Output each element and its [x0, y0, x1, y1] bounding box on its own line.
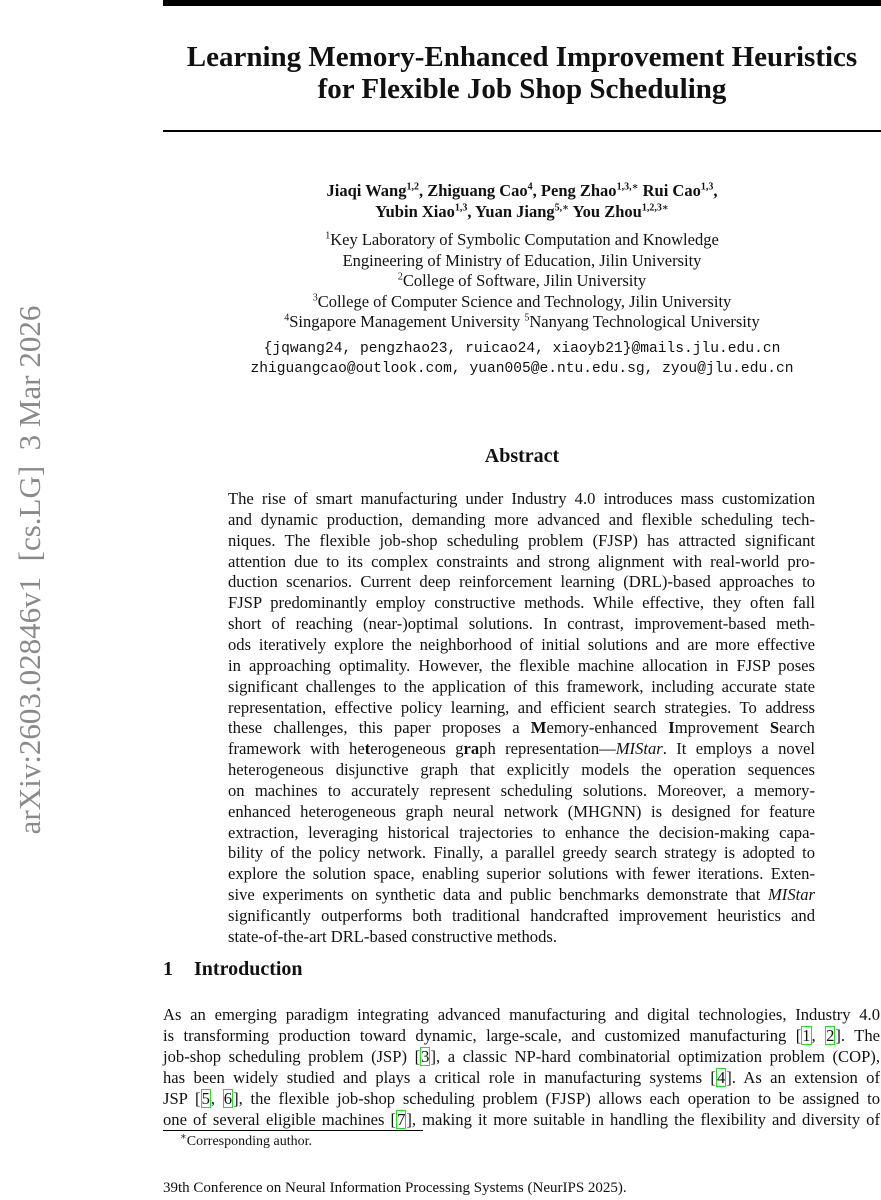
text-segment: heterogeneous disjunctive graph that explicitly models the operation sequences: [228, 760, 815, 780]
abstract-line: [228, 593, 815, 613]
text-segment: MIStar: [615, 739, 663, 759]
text-segment: has been widely studied and plays a critical role in manufacturing systems [: [163, 1068, 716, 1087]
text-segment: M: [530, 718, 547, 738]
text-segment: significant challenges to the application of this framework, including accurate state: [228, 676, 815, 696]
text-segment: earch: [779, 718, 815, 738]
text-segment: Rui Cao: [638, 181, 701, 200]
text-segment: emory-enhanced: [546, 718, 669, 738]
abstract-line: [228, 614, 815, 634]
text-segment: Engineering of Ministry of Education, Jilin University: [342, 250, 702, 270]
intro-line: [163, 1110, 880, 1130]
text-segment: job-shop scheduling problem (JSP) [: [163, 1047, 421, 1066]
citation-link[interactable]: 5: [201, 1089, 210, 1108]
text-segment: on machines to accurately represent scheduling solutions. Moreover, a memory-: [228, 780, 815, 800]
text-segment: ra: [463, 739, 480, 759]
citation-link[interactable]: 2: [826, 1026, 835, 1045]
abstract-line: [228, 739, 815, 759]
section-number: 1: [163, 958, 173, 980]
citation-link[interactable]: 6: [223, 1089, 233, 1108]
text-segment: Key Laboratory of Symbolic Computation and Knowledge: [330, 230, 719, 249]
text-segment: is transforming production toward dynamic, large-scale, and customized manufacturing [: [163, 1026, 802, 1045]
text-segment: state-of-the-art DRL-based constructive methods.: [228, 926, 557, 946]
abstract-line: [228, 823, 815, 843]
text-segment: framework with he: [228, 739, 365, 759]
text-segment: ,: [811, 1026, 826, 1045]
email-list: [150, 340, 881, 379]
text-segment: I: [668, 718, 675, 738]
text-segment: JSP [: [163, 1089, 201, 1108]
text-segment: Nanyang Technological University: [529, 312, 760, 331]
superscript: 2: [397, 271, 403, 283]
superscript: 1,2,3∗: [641, 202, 669, 214]
abstract-line: [228, 489, 815, 509]
text-segment: Yubin Xiao: [375, 202, 455, 221]
text-segment: ]. As an extension of: [726, 1068, 880, 1087]
superscript: 5: [524, 312, 530, 324]
abstract-line: [228, 927, 815, 947]
title-rule: [163, 130, 881, 132]
text-segment: mprovement: [674, 718, 770, 738]
text-segment: erogeneous g: [370, 739, 464, 759]
abstract-line: [228, 698, 815, 718]
text-segment: Singapore Management University: [289, 312, 525, 331]
text-segment: extraction, leveraging historical trajectories to enhance the decision-making capa-: [228, 822, 815, 842]
affiliations-line: [150, 312, 881, 333]
affiliations-line: [150, 251, 881, 272]
text-segment: ph representation—: [479, 739, 616, 759]
text-segment: The rise of smart manufacturing under Industry 4.0 introduces mass customization: [228, 489, 815, 508]
abstract-line: [228, 760, 815, 780]
text-segment: duction scenarios. Current deep reinforcement learning (DRL)-based approaches to: [228, 572, 815, 592]
paper-title-line-1: Learning Memory-Enhanced Improvement Heuristics: [186, 41, 858, 73]
email-line: zhiguangcao@outlook.com, yuan005@e.ntu.edu.sg, zyou@jlu.edu.cn: [250, 360, 794, 377]
text-segment: ,: [713, 181, 718, 200]
text-segment: sive experiments on synthetic data and public benchmarks demonstrate that: [228, 885, 768, 905]
intro-line: [163, 1068, 880, 1088]
text-segment: in approaching optimality. However, the flexible machine allocation in FJSP poses: [228, 655, 815, 675]
superscript: 1,2: [406, 181, 419, 193]
venue-footer: 39th Conference on Neural Information Processing Systems (NeurIPS 2025).: [163, 1180, 627, 1196]
abstract-line: [228, 572, 815, 592]
intro-line: [163, 1047, 880, 1067]
abstract-line: [228, 802, 815, 822]
abstract-line: [228, 781, 815, 801]
footnote-rule: [163, 1130, 423, 1131]
affiliations: [150, 230, 881, 333]
superscript: 1,3: [700, 181, 714, 193]
affiliations-line: [150, 292, 881, 313]
superscript: 1,3,∗: [616, 181, 639, 193]
text-segment: As an emerging paradigm integrating advanced manufacturing and digital technologies, Industry 4.0: [163, 1005, 880, 1024]
text-segment: significantly outperforms both traditional handcrafted improvement heuristics and: [228, 906, 815, 925]
footnote-mark: ∗: [180, 1131, 187, 1143]
footnote: [180, 1131, 313, 1150]
authors-line: [150, 201, 881, 222]
superscript: 3: [312, 292, 318, 303]
abstract-line: [228, 718, 815, 738]
text-segment: . It employs a novel: [662, 739, 816, 759]
text-segment: College of Software, Jilin University: [402, 271, 647, 290]
citation-link[interactable]: 3: [421, 1047, 430, 1066]
text-segment: MIStar: [767, 885, 815, 905]
text-segment: representation, effective policy learning, and efficient search strategies. To address: [228, 697, 815, 717]
text-segment: ,: [210, 1089, 223, 1108]
citation-link[interactable]: 1: [802, 1026, 811, 1045]
intro-line: [163, 1026, 880, 1046]
paper-title-line-2: for Flexible Job Shop Scheduling: [317, 73, 727, 105]
text-segment: , Peng Zhao: [532, 181, 617, 200]
intro-line: [163, 1005, 880, 1025]
citation-link[interactable]: 4: [716, 1068, 726, 1087]
affiliations-line: [150, 230, 881, 251]
abstract-line: [228, 656, 815, 676]
superscript: 4: [527, 181, 533, 193]
text-segment: bility of the policy network. Finally, a parallel greedy search strategy is adopted to: [228, 843, 815, 863]
abstract-line: [228, 906, 815, 926]
text-segment: niques. The flexible job-shop scheduling problem (FJSP) has attracted significant: [228, 530, 815, 550]
text-segment: ], making it more suitable in handling the flexibility and diversity of: [406, 1110, 880, 1129]
abstract-line: [228, 864, 815, 884]
footnote-text: Corresponding author.: [186, 1134, 313, 1149]
text-segment: ], a classic NP-hard combinatorial optimization problem (COP),: [430, 1047, 880, 1066]
text-segment: S: [769, 718, 780, 738]
text-segment: and dynamic production, demanding more advanced and flexible scheduling tech-: [228, 509, 815, 529]
text-segment: explore the solution space, enabling superior solutions with fewer iterations. Exten-: [228, 864, 815, 884]
arxiv-stamp: arXiv:2603.02846v1 [cs.LG] 3 Mar 2026: [12, 305, 47, 835]
abstract-heading: Abstract: [484, 445, 560, 467]
affiliations-line: [150, 271, 881, 292]
text-segment: Jiaqi Wang: [326, 181, 407, 200]
section-title: Introduction: [194, 958, 303, 980]
superscript: 1: [325, 230, 331, 242]
citation-link[interactable]: 7: [397, 1110, 406, 1129]
intro-line: [163, 1089, 880, 1109]
superscript: 5,∗: [554, 202, 570, 214]
text-segment: these challenges, this paper proposes a: [228, 718, 531, 738]
abstract-line: [228, 677, 815, 697]
text-segment: t: [364, 739, 371, 759]
abstract-line: [228, 885, 815, 905]
abstract-line: [228, 531, 815, 551]
abstract-line: [228, 552, 815, 572]
email-line: {jqwang24, pengzhao23, ruicao24, xiaoyb21}@mails.jlu.edu.cn: [263, 341, 781, 357]
text-segment: FJSP predominantly employ constructive methods. While effective, they often fall: [228, 593, 815, 613]
text-segment: ]. The: [835, 1026, 880, 1045]
superscript: 4: [284, 312, 290, 324]
text-segment: attention due to its complex constraints and strong alignment with real-world pro-: [228, 551, 815, 571]
abstract-line: [228, 635, 815, 655]
text-segment: short of reaching (near-)optimal solutions. In contrast, improvement-based meth-: [228, 614, 815, 634]
text-segment: College of Computer Science and Technology, Jilin University: [317, 291, 732, 311]
abstract-line: [228, 510, 815, 530]
authors-line: [150, 180, 881, 201]
text-segment: enhanced heterogeneous graph neural network (MHGNN) is designed for feature: [228, 801, 815, 821]
text-segment: one of several eligible machines [: [163, 1110, 397, 1129]
superscript: 1,3: [454, 202, 468, 214]
text-segment: , Yuan Jiang: [467, 202, 555, 221]
author-list: [150, 180, 881, 222]
text-segment: , Zhiguang Cao: [419, 181, 528, 200]
top-rule: [163, 0, 881, 6]
abstract-line: [228, 843, 815, 863]
text-segment: ], the flexible job-shop scheduling problem (FJSP) allows each operation to be assigned to: [233, 1089, 880, 1108]
text-segment: You Zhou: [569, 202, 642, 221]
text-segment: ods iteratively explore the neighborhood of initial solutions and are more effective: [228, 634, 815, 654]
